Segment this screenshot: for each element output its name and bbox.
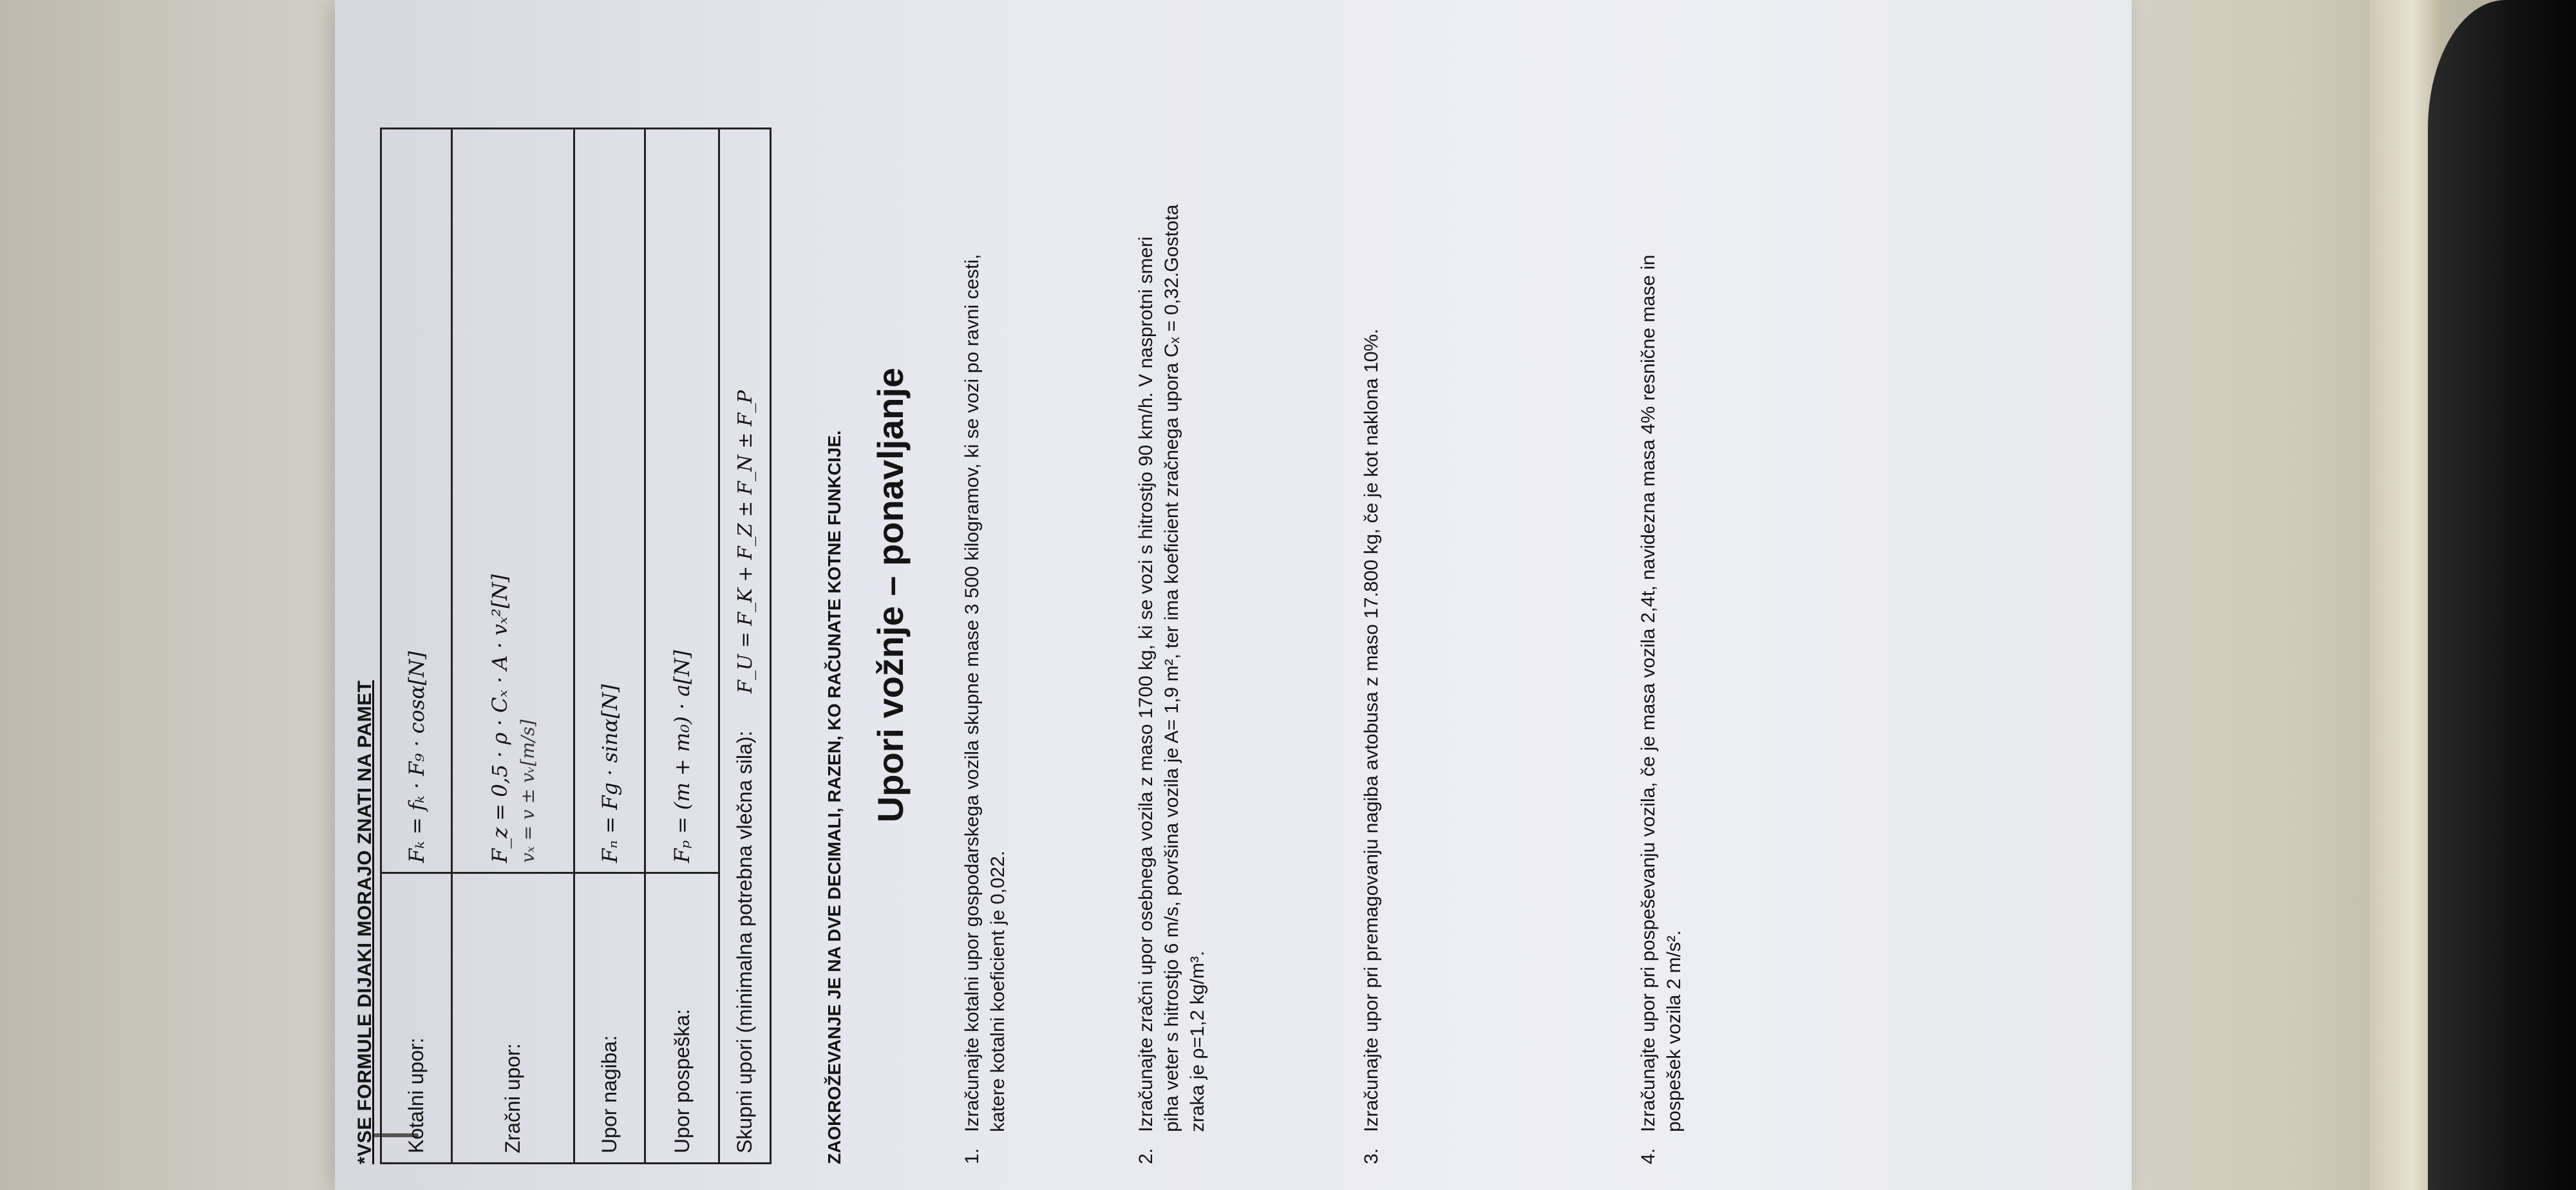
formula-grade-resistance: Fₙ = Fg · sinα[N] [574,129,645,873]
task-text: Izračunajte kotalni upor gospodarskega vozila skupne mase 3 500 kilogramov, ki se vozi po ravni cesti, katere kotalni koeficient je 0,022. [961,254,1009,1132]
formula-rolling-resistance: Fₖ = fₖ · F₉ · cosα[N] [381,129,452,873]
formula-memorize-note: *VSE FORMULE DIJAKI MORAJO ZNATI NA PAMET [354,680,375,1164]
task-number: 2. [1135,1148,1157,1164]
formula-total-resistance: F_U = F_K + F_Z ± F_N ± F_P [734,390,757,694]
task-text: Izračunajte zračni upor osebnega vozila z maso 1700 kg, ki se vozi s hitrostjo 90 km/h. V nasprotni smeri piha veter s hitrostjo 6 m/s, površina vozila je A= 1,9 m², ter ima koeficient zračnega upora Cₓ = 0,32.Gostota zraka je ρ=1,2 kg/m³. [1135,204,1208,1132]
worksheet-content [341,0,2138,1190]
formula-label: Zračni upor: [452,873,574,1164]
formula-table [380,128,772,1164]
page-title: Upori vožnje – ponavljanje [870,367,911,823]
formula-label: Skupni upori (minimalna potrebna vlečna sila): [733,730,756,1153]
task-number: 3. [1361,1148,1382,1164]
task-number: 1. [961,1148,983,1164]
formula-total-cell [719,129,771,1164]
formula-label: Upor pospeška: [645,873,719,1164]
task-text: Izračunajte upor pri premagovanju nagiba avtobusa z maso 17.800 kg, če je kot naklona 10%. [1361,328,1382,1132]
formula-air-resistance: F_z = 0,5 · ρ · Cₓ · A · vₓ²[N] [488,574,512,863]
formula-air-resistance-cell [452,129,574,873]
background-object-dark [2428,0,2576,1190]
table-row [719,129,771,1164]
task-item [1359,198,1385,1164]
formula-acceleration-resistance: Fₚ = (m + m₀) · a[N] [645,129,719,873]
formula-relative-speed: vₓ = v ± vᵥ[m/s] [517,719,538,863]
table-row [452,129,574,1164]
task-item [960,198,1011,1164]
table-row [381,129,452,1164]
task-item [1133,198,1211,1164]
formula-label: Upor nagiba: [574,873,645,1164]
table-row [645,129,719,1164]
task-number: 4. [1638,1148,1659,1164]
table-row [574,129,645,1164]
rounding-note: ZAOKROŽEVANJE JE NA DVE DECIMALI, RAZEN, KO RAČUNATE KOTNE FUNKCIJE. [824,430,844,1164]
task-item [1636,198,1687,1164]
task-text: Izračunajte upor pri pospeševanju vozila, če je masa vozila 2,4t, navidezna masa 4% resnične mase in pospešek vozila 2 m/s². [1638,254,1685,1132]
formula-label: Kotalni upor: [381,873,452,1164]
